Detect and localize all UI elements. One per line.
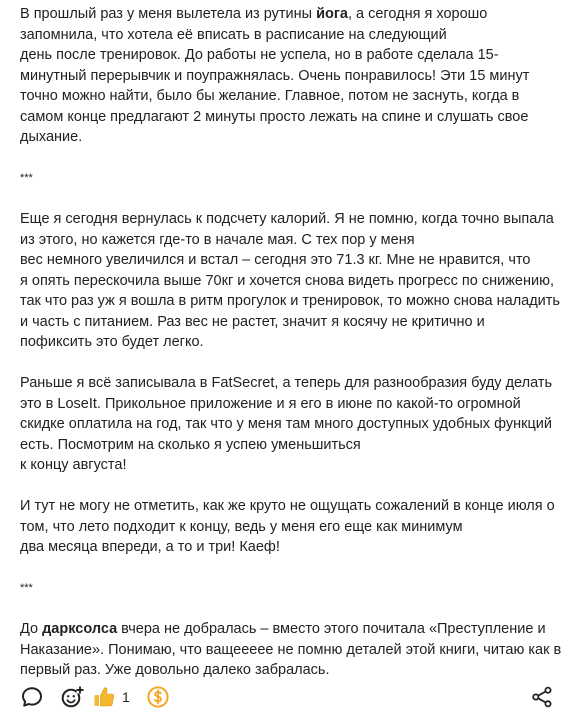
text-line: Еще я сегодня вернулась к подсчету калорий. Я не помню, когда точно выпала [20, 211, 554, 227]
post-body [20, 4, 564, 701]
text-line: том, что лето подходит к концу, ведь у меня его еще как минимум [20, 518, 463, 535]
text-line: это в LoseIt. Прикольное приложение и я его в июне по какой-то огромной [20, 395, 521, 412]
text-line: пофиксить это будет легко. [20, 334, 204, 350]
yoga-tag[interactable]: йога [316, 6, 348, 22]
smiley-plus-icon [60, 685, 84, 709]
share-icon [530, 685, 554, 709]
dollar-coin-icon [146, 685, 170, 709]
text-line: день после тренировок. До работы не успела, но в работе сделала 15- [20, 47, 499, 63]
text-line: самом конце предлагают 2 минуты просто лежать на спине и слушать свое [20, 108, 529, 125]
text-line: точно можно найти, было бы желание. Главное, потом не заснуть, когда в [20, 88, 520, 104]
text-line: и часть с питанием. Раз вес не растет, значит я косячу не критично и [20, 313, 485, 330]
text-line: В прошлый раз у меня вылетела из рутины йога, а сегодня я хорошо [20, 6, 488, 22]
paragraph-calories [20, 209, 564, 353]
text-line: из этого, но кажется где-то в начале мая. С тех пор у меня [20, 231, 415, 248]
text-line: так что раз уж я вошла в ритм прогулок и тренировок, то можно снова наладить [20, 293, 560, 309]
comment-button[interactable] [20, 682, 44, 712]
text-line: два месяца впереди, а то и три! Каеф! [20, 539, 280, 555]
add-reaction-button[interactable] [60, 682, 84, 712]
share-button[interactable] [530, 682, 554, 712]
darksouls-tag[interactable]: дарксолса [42, 621, 118, 637]
text-line: Раньше я всё записывала в FatSecret, а теперь для разнообразия буду делать [20, 375, 553, 391]
text-line: До дарксолса вчера не добралась – вместо этого почитала «Преступление и [20, 621, 546, 637]
paragraph-yoga [20, 4, 564, 148]
text-line: я опять перескочила выше 70кг и хочется снова видеть прогресс по снижению, [20, 272, 555, 289]
text-line: Наказание». Понимаю, что ващеееее не помню деталей этой книги, читаю как в [20, 641, 562, 658]
post-actions-bar [20, 682, 554, 712]
speech-bubble-icon [20, 685, 44, 709]
section-separator: *** [20, 172, 33, 184]
like-button[interactable] [92, 682, 130, 712]
text-line: запомнила, что хотела её вписать в расписание на следующий [20, 26, 447, 43]
text-line: вес немного увеличился и встал – сегодня это 71.3 кг. Мне не нравится, что [20, 252, 531, 268]
text-line: дыхание. [20, 129, 83, 145]
text-line: первый раз. Уже довольно далеко забралась. [20, 662, 330, 678]
paragraph-apps [20, 373, 564, 476]
text-line: к концу августа! [20, 457, 127, 473]
text-line: И тут не могу не отметить, как же круто не ощущать сожалений в конце июля о [20, 498, 555, 514]
text-line: есть. Посмотрим на сколько я успею уменьшиться [20, 436, 361, 453]
text-line: скидке оплатила на год, так что у меня там много доступных удобных функций [20, 416, 552, 432]
paragraph-summer [20, 496, 564, 558]
donate-button[interactable] [146, 682, 170, 712]
like-count: 1 [122, 689, 130, 705]
section-separator: *** [20, 582, 33, 594]
text-line: минутный перерывчик и поупражнялась. Очень понравилось! Эти 15 минут [20, 67, 530, 84]
thumbs-up-icon [92, 685, 116, 709]
paragraph-darksouls [20, 619, 564, 681]
